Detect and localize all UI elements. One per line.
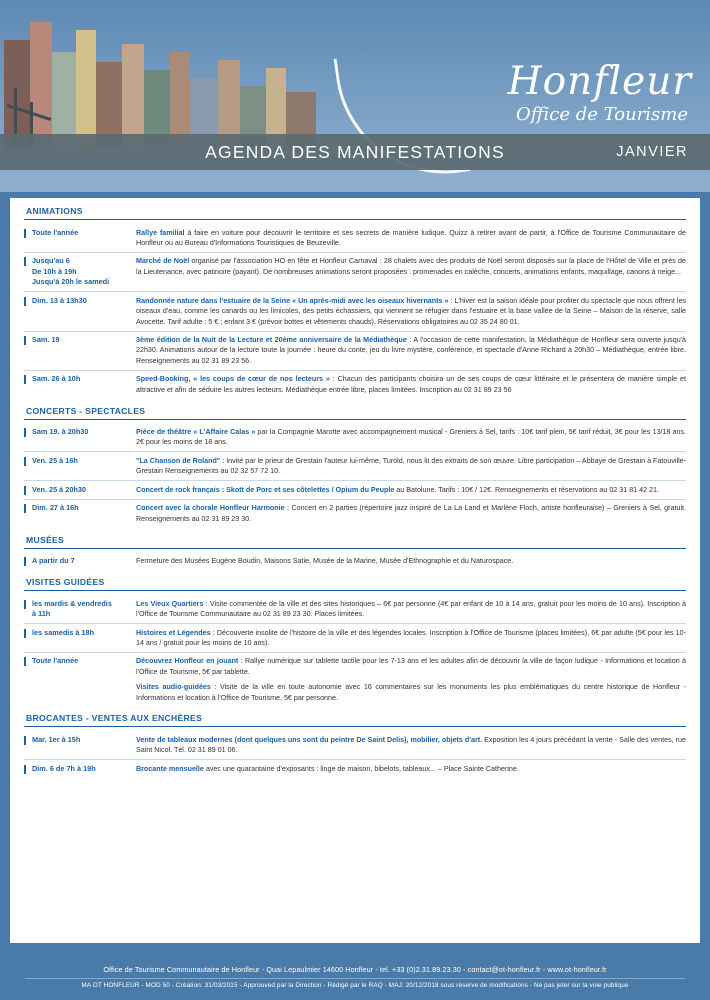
event-text: : Visite commentée de la ville et des sites historiques – 6€ par personne (4€ par enfant de 10 à 14 ans, gratuit pour les moins de 10 ans). Inscription à l'Office de Tourisme Communautaire au 02 31 89 23 30. Places limitées.: [136, 599, 686, 618]
event-lead: Randonnée nature dans l'estuaire de la Seine « Un après-midi avec les oiseaux hivernants »: [136, 296, 449, 305]
event-date: Toute l'année: [24, 656, 136, 667]
event-date: les mardis & vendredis à 11h: [24, 599, 136, 620]
logo-subtitle: Office de Tourisme: [516, 104, 688, 125]
section-divider: [24, 590, 686, 591]
event-description: [136, 374, 686, 395]
event-description: [136, 656, 686, 703]
event-description: [136, 485, 686, 495]
event-row: [24, 553, 686, 571]
section-title: MUSÉES: [26, 534, 65, 545]
event-description: [136, 335, 686, 366]
event-description: [136, 735, 686, 756]
agenda-section: [24, 713, 686, 777]
event-date: Dim. 6 de 7h à 19h: [24, 764, 136, 775]
agenda-section: [24, 535, 686, 571]
event-lead: Les Vieux Quartiers: [136, 599, 204, 608]
event-lead: Concert de rock français : Skott de Porc et ses côtelettes / Opium du Peuple: [136, 485, 395, 494]
event-date: Jusqu'au 6 De 10h à 19h Jusqu'à 20h le samedi: [24, 256, 136, 288]
event-date: Ven. 25 à 16h: [24, 456, 136, 467]
event-date: Toute l'année: [24, 228, 136, 239]
event-lead: Brocante mensuelle: [136, 764, 204, 773]
event-description: [136, 456, 686, 477]
event-text: au Batolune. Tarifs : 10€ / 12€. Renseignements et réservations au 02 31 81 42 21.: [394, 485, 659, 494]
event-row: [24, 224, 686, 252]
event-row: [24, 623, 686, 652]
event-text: à faire en voiture pour découvrir le territoire et ses secrets de manière ludique. Quizz à retirer avant de partir, à l'Office de Tourisme Communautaire de Honfleur ou au Bureau d'Informations Touristiques de Beuzeville.: [136, 228, 686, 247]
event-description: [136, 503, 686, 524]
event-lead: "La Chanson de Roland": [136, 456, 221, 465]
event-lead-secondary: Visites audio-guidées: [136, 683, 211, 692]
event-row: [24, 252, 686, 292]
section-title: VISITES GUIDÉES: [26, 577, 105, 587]
event-text: : Chacun des participants choisira un de ses coups de cœur littéraire et le présentera de manière simple et attractive et afin de séduire les autres lecteurs. Médiathèque entrée libre, places limitées. Inscription au 02 31 89 23 56: [136, 375, 686, 394]
event-description: [136, 228, 686, 249]
page-footer: [0, 958, 710, 1000]
event-text: organisé par l'association HO en fête et Honfleur Carnaval : 28 chalets avec des produits de Noël seront disposés sur la place de l'Hôtel de Ville et près de la Lieutenance, avec patinoire (payant). De nombreuses animations seront proposées : promenades en calèche, concerts, animations enfants, maquillage, canons à neige...: [136, 257, 686, 276]
event-row: [24, 480, 686, 499]
event-lead: Marché de Noël: [136, 257, 190, 266]
event-row: [24, 595, 686, 623]
event-text: avec une quarantaine d'exposants : linge de maison, bibelots, tableaux... – Place Sainte Catherine.: [203, 764, 519, 773]
banner-title: AGENDA DES MANIFESTATIONS: [205, 142, 505, 162]
event-description: [136, 296, 686, 327]
footer-legal: MA OT HONFLEUR - MOD 50 - Création: 31/03/2015 - Approuved par la Direction - Rédigé par le RAQ - MAJ: 20/12/2018 sous réserve de modifications - Ne pas jeter sur la voie publique: [81, 982, 629, 989]
event-date: les samedis à 18h: [24, 628, 136, 639]
event-row: [24, 424, 686, 452]
sections-container: [10, 198, 700, 778]
event-lead: Histoires et Légendes: [136, 628, 211, 637]
event-lead: Concert avec la chorale Honfleur Harmonie: [136, 504, 285, 513]
section-title: ANIMATIONS: [26, 206, 83, 216]
event-row: [24, 451, 686, 480]
agenda-section: [24, 577, 686, 706]
event-lead: Speed-Booking, « les coups de cœur de nos lecteurs »: [136, 375, 330, 384]
event-description: [136, 628, 686, 649]
event-date: Ven. 25 à 20h30: [24, 485, 136, 496]
event-date: A partir du 7: [24, 556, 136, 567]
event-description: [136, 556, 686, 566]
section-title: CONCERTS - SPECTACLES: [26, 405, 146, 416]
section-divider: [24, 219, 686, 220]
event-row: [24, 759, 686, 778]
event-text-secondary: : Visite de la ville en toute autonomie avec 16 commentaires sur les monuments les plus emblématiques du centre historique de Honfleur - Informations et location à l'Office de Tourisme, 5€ par personne.: [136, 683, 686, 702]
logo-name-text: onfleur: [542, 59, 692, 104]
event-lead: Vente de tableaux modernes (dont quelques uns sont du peintre De Saint Delis), mobilier, objets d'art.: [136, 735, 483, 744]
footer-contact: Office de Tourisme Communautaire de Honfleur - Quai Lepaulmier 14600 Honfleur - tel. +33 (0)2.31.89.23.30 - contact@ot-honfleur.fr - www.ot-honfleur.fr: [103, 965, 607, 974]
banner-month: JANVIER: [616, 144, 688, 160]
section-title: BROCANTES - VENTES AUX ENCHÈRES: [26, 713, 203, 724]
event-row: [24, 370, 686, 399]
event-date: Sam. 19: [24, 335, 136, 346]
event-text: par la Compagnie Marotte avec accompagnement musical - Greniers à Sel, tarifs : 10€ tarif plein, 5€ tarif réduit, 3€ pour les 13/18 ans. 2€ pour les moins de 18 ans.: [136, 428, 686, 447]
event-text: : Rallye numérique sur tablette tactile pour les 7-13 ans et les adultes afin de découvrir la ville de façon ludique - Informations et location à l'Office de Tourisme, 5€ par tablette.: [136, 657, 686, 676]
event-text: : A l'occasion de cette manifestation, la Médiathèque de Honfleur sera ouverte jusqu'à 22h30. Animations autour de la lecture toute la journée : heure du conte, jeu du livre mystère, conférence, et spectacle d'Anne Richard à 20h30 – Médiathèque, entrée libre. Renseignements au 02 31 89 23 56.: [136, 336, 686, 365]
page-header: [0, 0, 710, 192]
event-text: Exposition les 4 jours précédant la vente - Salle des ventes, rue Saint Nicol. Tél. 02 31 89 01 06.: [136, 735, 686, 755]
event-text: : Découverte insolite de l'histoire de la ville et des légendes locales. Inscription à l'Office de Tourisme (places limitées), 6€ par adulte (5€ pour les 10-14 ans / gratuit pour les moins de 10 ans).: [136, 628, 686, 647]
event-date: Sam. 26 à 10h: [24, 374, 136, 385]
event-text: : Invité par le prieur de Grestain l'auteur lui-même, Turold, nous lit des extraits de son œuvre. Libre participation – Abbaye de Grestain à Fatouville-Grestain Renseignements au 02 32 57 72 10.: [136, 456, 686, 476]
event-lead: Rallye familial: [136, 228, 185, 237]
section-divider: [24, 419, 686, 420]
event-lead: Découvrez Honfleur en jouant: [136, 657, 239, 666]
event-date: Mar. 1er à 15h: [24, 735, 136, 746]
event-date: Dim. 27 à 16h: [24, 503, 136, 514]
event-text: : Concert en 2 parties (répertoire jazz inspiré de La La Land et Marlène Floch, artiste honfleuraise) – Greniers à Sel, gratuit. Renseignements au 02 31 89 23 30.: [136, 504, 686, 523]
event-text: : L'hiver est la saison idéale pour profiter du spectacle que nous offrent les oiseaux d'eau, comme les canards ou les limicoles, des petits échassiers, qui viennent se réfugier dans l'estuaire et la base vallée de la Seine – Maison de la réserve, salle Avocette. Tarif adulte : 5 € ; enfant 3 € (prévoir bottes et vêtements chauds). Réservations obligatoires au 02 35 24 80 01.: [136, 296, 687, 326]
event-row: [24, 331, 686, 370]
event-row: [24, 499, 686, 528]
agenda-section: [24, 206, 686, 399]
event-date: Dim. 13 à 13h30: [24, 296, 136, 307]
event-row: [24, 652, 686, 707]
event-description: [136, 599, 686, 620]
event-row: [24, 731, 686, 759]
event-lead: 3ème édition de la Nuit de la Lecture et 20ème anniversaire de la Médiathèque: [136, 336, 407, 345]
section-divider: [24, 548, 686, 549]
event-date: Sam 19. à 20h30: [24, 427, 136, 438]
event-text: Fermeture des Musées Eugène Boudin, Maisons Satie, Musée de la Marine, Musée d'Ethnographie et du Naturospace.: [136, 557, 514, 565]
agenda-section: [24, 406, 686, 528]
logo-initial: H: [507, 59, 543, 104]
event-description: [136, 256, 686, 277]
event-description: [136, 764, 686, 774]
agenda-page: [10, 198, 700, 943]
event-row: [24, 291, 686, 330]
honfleur-logo: [402, 59, 692, 126]
event-description: [136, 427, 686, 448]
section-divider: [24, 726, 686, 727]
event-lead: Pièce de théâtre « L'Affaire Calas »: [136, 428, 256, 437]
